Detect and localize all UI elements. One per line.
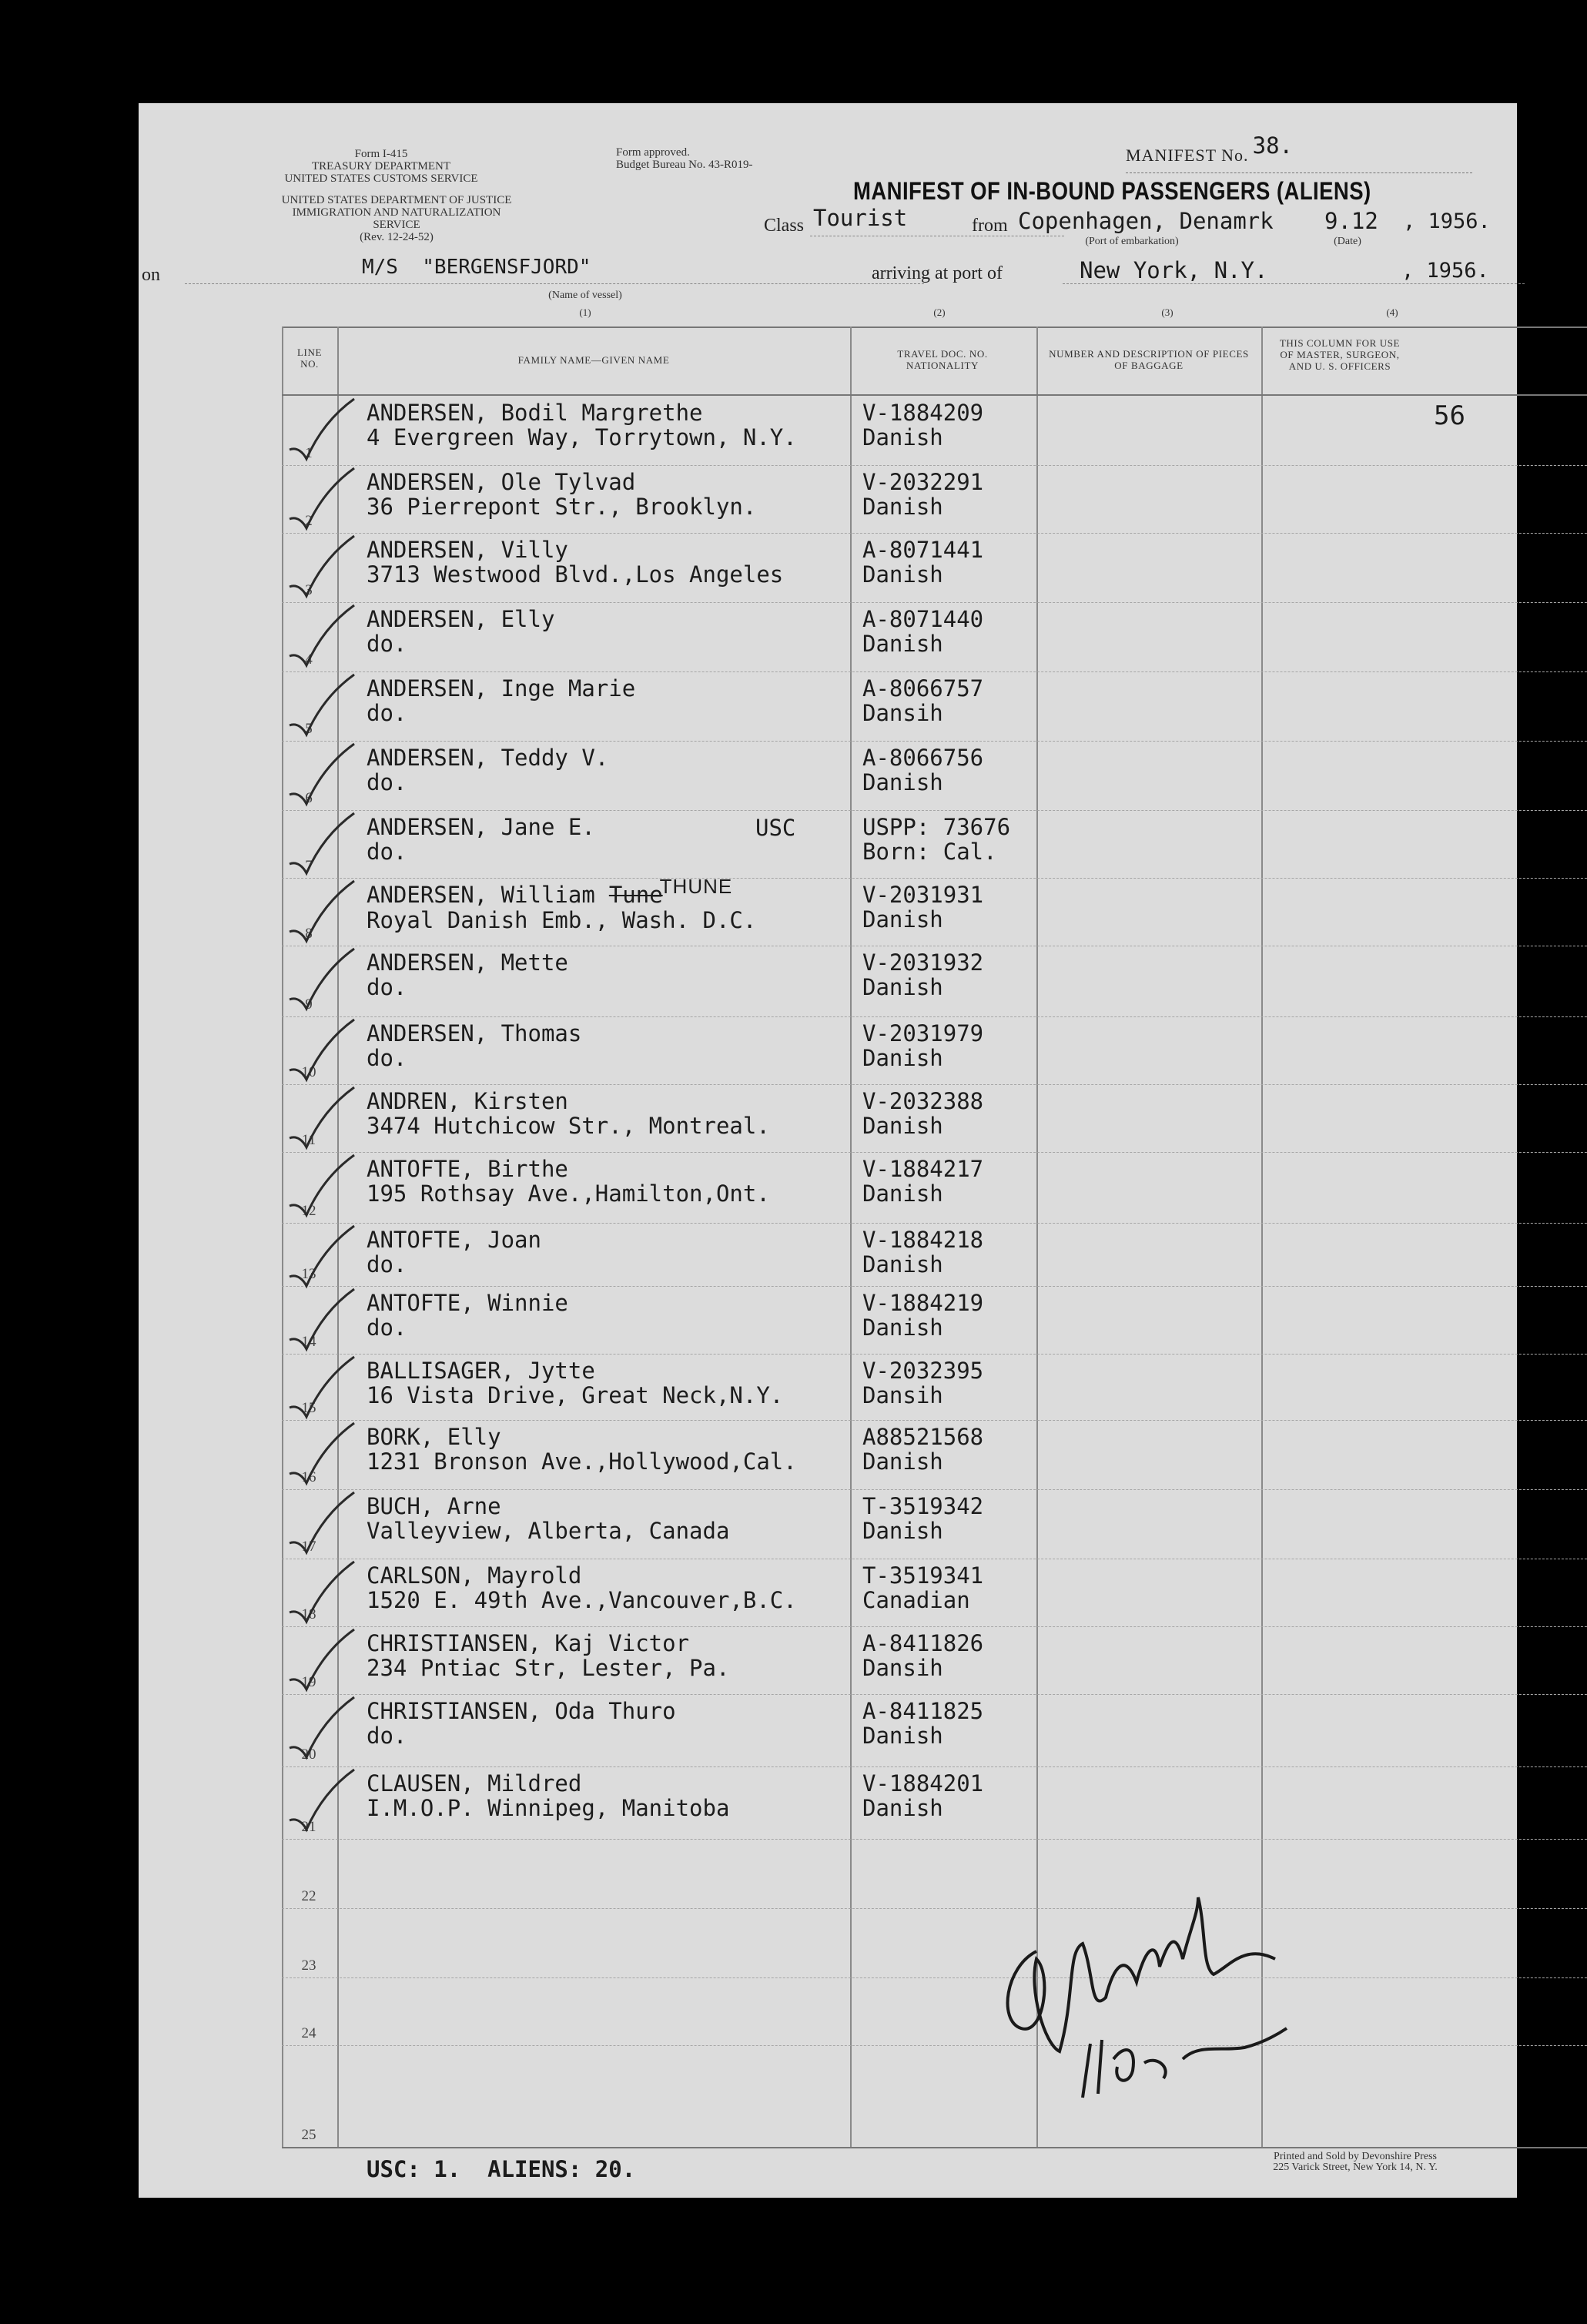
line-number: 7: [305, 858, 313, 874]
family-given-name: ANDERSEN, Jane E.: [367, 814, 595, 840]
travel-doc-number: V-2032388: [862, 1088, 984, 1114]
passenger-address: Valleyview, Alberta, Canada: [367, 1518, 730, 1544]
travel-doc-number: A-8071441: [862, 537, 984, 563]
table-row: [282, 946, 1587, 1017]
table-row: [282, 1626, 1587, 1695]
travel-doc-number: V-2032291: [862, 469, 984, 495]
table-row: [282, 1286, 1587, 1355]
line-number: 15: [301, 1400, 316, 1416]
passenger-name: [367, 1771, 729, 1796]
check-mark-icon: [286, 1766, 360, 1836]
travel-doc-cell: [862, 607, 983, 656]
travel-doc-cell: [862, 537, 983, 587]
passenger-name-cell: [367, 1631, 729, 1680]
passenger-name: [367, 400, 797, 425]
travel-doc-number: V-1884201: [862, 1770, 984, 1797]
passenger-name: [367, 1494, 729, 1519]
travel-doc-cell: [862, 400, 983, 450]
passenger-name: [367, 1291, 568, 1315]
passenger-name: [367, 537, 783, 562]
line-number: 25: [301, 2127, 316, 2143]
manifest-value: 38.: [1252, 132, 1293, 159]
family-given-name: ANDERSEN, William: [367, 882, 595, 908]
passenger-address: 3713 Westwood Blvd.,Los Angeles: [367, 561, 784, 588]
justice-block: [277, 194, 516, 243]
family-given-name: BUCH, Arne: [367, 1493, 501, 1519]
passenger-address: Royal Danish Emb., Wash. D.C.: [367, 907, 757, 933]
table-row: [282, 875, 1587, 946]
passenger-address: do.: [367, 974, 407, 1000]
passenger-name: [367, 815, 595, 839]
line-number: 9: [305, 996, 313, 1013]
travel-doc-cell: [862, 1425, 983, 1474]
arrival-port: New York, N.Y.: [1080, 257, 1268, 283]
passenger-address: do.: [367, 700, 407, 726]
travel-doc-number: V-1884218: [862, 1227, 984, 1253]
table-row: [282, 396, 1587, 466]
form-approved: Form approved.: [616, 146, 690, 159]
travel-doc-number: A-8411825: [862, 1698, 984, 1724]
passenger-name: [367, 950, 568, 975]
nationality: Born: Cal.: [862, 839, 997, 865]
arrival-underline: [1063, 283, 1525, 284]
table-row: [282, 1977, 1587, 2046]
table-row: [282, 810, 1587, 879]
travel-doc-cell: [862, 1699, 983, 1748]
travel-doc-number: V-2031931: [862, 882, 984, 908]
line-number: 2: [305, 513, 313, 529]
travel-doc-cell: [862, 882, 983, 932]
travel-doc-number: A-8066757: [862, 675, 984, 702]
vessel-underline: [185, 283, 924, 284]
line-number: 19: [301, 1674, 316, 1690]
class-value: Tourist: [813, 205, 908, 231]
nationality: Danish: [862, 1448, 943, 1475]
passenger-table: [282, 326, 1587, 2147]
travel-doc-cell: [862, 1631, 983, 1680]
customs-service: UNITED STATES CUSTOMS SERVICE: [284, 172, 478, 185]
header-baggage: NUMBER AND DESCRIPTION OF PIECES OF BAGGAGE: [1049, 348, 1249, 371]
line-number: 13: [301, 1266, 316, 1282]
line-number: 17: [301, 1539, 316, 1555]
header-line-no: LINE NO.: [297, 347, 322, 370]
passenger-name: [367, 1358, 783, 1383]
family-given-name: ANDERSEN, Mette: [367, 949, 568, 976]
page-title: MANIFEST OF IN-BOUND PASSENGERS (ALIENS): [853, 177, 1371, 205]
on-label: on: [142, 265, 160, 285]
passenger-address: do.: [367, 1251, 407, 1278]
travel-doc-number: USPP: 73676: [862, 814, 1011, 840]
check-mark-icon: [286, 1559, 360, 1628]
family-given-name: ANTOFTE, Winnie: [367, 1290, 568, 1316]
table-row: [282, 533, 1587, 603]
passenger-name-cell: [367, 1089, 770, 1138]
travel-doc-cell: [862, 1563, 983, 1612]
nationality: Danish: [862, 974, 943, 1000]
family-given-name: ANTOFTE, Birthe: [367, 1156, 568, 1182]
port-embarkation-caption: (Port of embarkation): [1085, 236, 1179, 247]
family-given-name: ANDERSEN, Teddy V.: [367, 745, 609, 771]
check-mark-icon: [286, 1084, 360, 1154]
passenger-name: [367, 1157, 770, 1181]
check-mark-icon: [286, 602, 360, 671]
nationality: Danish: [862, 1723, 943, 1749]
passenger-name-cell: [367, 1563, 797, 1612]
nationality: Danish: [862, 1045, 943, 1071]
from-value: Copenhagen, Denamrk: [1018, 208, 1274, 234]
passenger-name-cell: [367, 1157, 770, 1206]
passenger-name-cell: [367, 676, 635, 725]
family-given-name: ANDERSEN, Ole Tylvad: [367, 469, 636, 495]
form-revision: (Rev. 12-24-52): [360, 231, 434, 243]
handwritten-correction: THUNE: [659, 875, 733, 898]
family-given-name: CHRISTIANSEN, Kaj Victor: [367, 1630, 690, 1656]
passenger-address: 16 Vista Drive, Great Neck,N.Y.: [367, 1382, 784, 1408]
travel-doc-cell: [862, 1291, 983, 1340]
table-row: [282, 1016, 1587, 1085]
justice-department: UNITED STATES DEPARTMENT OF JUSTICE: [281, 194, 512, 206]
passenger-name: [367, 470, 756, 494]
citizenship-marker: USC: [755, 815, 796, 841]
check-mark-icon: [286, 465, 360, 534]
passenger-name-cell: [367, 537, 783, 587]
table-row: [282, 671, 1587, 742]
form-issuer-block: [270, 148, 493, 185]
passenger-name-cell: [367, 607, 554, 656]
travel-doc-number: T-3519341: [862, 1562, 984, 1589]
check-mark-icon: [286, 741, 360, 810]
table-row: [282, 2045, 1587, 2148]
travel-doc-cell: [862, 1227, 983, 1277]
passenger-name-cell: [367, 1291, 568, 1340]
check-mark-icon: [286, 1016, 360, 1086]
family-given-name: ANDERSEN, Villy: [367, 537, 568, 563]
nationality: Dansih: [862, 1655, 943, 1681]
travel-doc-cell: [862, 1089, 983, 1138]
passenger-name: [367, 1563, 797, 1588]
vessel-caption: (Name of vessel): [548, 290, 622, 301]
table-row: [282, 1354, 1587, 1421]
check-mark-icon: [286, 1152, 360, 1221]
travel-doc-number: A88521568: [862, 1424, 984, 1450]
travel-doc-number: V-2031932: [862, 949, 984, 976]
passenger-name-cell: [367, 1494, 729, 1543]
table-row: [282, 602, 1587, 672]
passenger-name-cell: [367, 1699, 676, 1748]
budget-bureau: Budget Bureau No. 43-R019-: [616, 159, 753, 171]
check-mark-icon: [286, 1489, 360, 1559]
travel-doc-cell: [862, 745, 983, 795]
table-row: [282, 1420, 1587, 1490]
check-mark-icon: [286, 810, 360, 879]
passenger-name: [367, 1089, 770, 1113]
passenger-address: 1231 Bronson Ave.,Hollywood,Cal.: [367, 1448, 797, 1475]
family-given-name: ANDERSEN, Elly: [367, 606, 555, 632]
passenger-name: [367, 607, 554, 631]
form-number: Form I-415: [354, 148, 408, 160]
passenger-address: 36 Pierrepont Str., Brooklyn.: [367, 494, 757, 520]
check-mark-icon: [286, 1286, 360, 1355]
line-number: 11: [301, 1132, 316, 1148]
nationality: Danish: [862, 1314, 943, 1341]
travel-doc-number: A-8411826: [862, 1630, 984, 1656]
line-number: 24: [301, 2025, 316, 2041]
passenger-address: 4 Evergreen Way, Torrytown, N.Y.: [367, 424, 797, 450]
travel-doc-number: A-8071440: [862, 606, 984, 632]
passenger-name-cell: [367, 1227, 541, 1277]
travel-doc-cell: [862, 1494, 983, 1543]
passenger-name-cell: [367, 1425, 797, 1474]
family-given-name: ANDERSEN, Thomas: [367, 1020, 582, 1046]
travel-doc-cell: [862, 676, 983, 725]
passenger-name-cell: [367, 470, 756, 519]
travel-doc-cell: [862, 1157, 983, 1206]
manifest-sheet: [139, 103, 1517, 2198]
approval-block: [616, 146, 793, 171]
header-travel-doc: TRAVEL DOC. NO. NATIONALITY: [897, 348, 988, 371]
line-number: 12: [301, 1203, 316, 1219]
travel-doc-number: V-1884219: [862, 1290, 984, 1316]
totals-summary: USC: 1. ALIENS: 20.: [367, 2156, 636, 2182]
table-header: [282, 326, 1587, 396]
manifest-label: MANIFEST No.: [1126, 146, 1249, 165]
manifest-number: [1126, 132, 1472, 173]
table-row: [282, 1489, 1587, 1559]
inspector-signature: [990, 1882, 1314, 2113]
check-mark-icon: [286, 671, 360, 741]
travel-doc-number: V-2031979: [862, 1020, 984, 1046]
passenger-name-cell: [367, 875, 757, 933]
family-given-name: ANDREN, Kirsten: [367, 1088, 568, 1114]
table-row: [282, 1559, 1587, 1627]
signature-note: 11 OS am: [995, 1882, 999, 1883]
passenger-address: do.: [367, 631, 407, 657]
col-number-1: (1): [579, 306, 591, 318]
passenger-address: I.M.O.P. Winnipeg, Manitoba: [367, 1795, 730, 1821]
nationality: Danish: [862, 769, 943, 795]
passenger-address: 1520 E. 49th Ave.,Vancouver,B.C.: [367, 1587, 797, 1613]
line-number: 23: [301, 1957, 316, 1974]
nationality: Dansih: [862, 700, 943, 726]
passenger-name: [367, 1425, 797, 1449]
passenger-name: [367, 745, 608, 770]
passenger-address: 195 Rothsay Ave.,Hamilton,Ont.: [367, 1180, 770, 1207]
table-row: [282, 1084, 1587, 1153]
check-mark-icon: [286, 1694, 360, 1763]
arriving-label: arriving at port of: [872, 263, 1003, 283]
family-given-name: ANDERSEN, Inge Marie: [367, 675, 636, 702]
table-row: [282, 1908, 1587, 1978]
sailing-date: 9.12: [1324, 208, 1378, 234]
passenger-name: [367, 875, 756, 908]
passenger-name: [367, 676, 635, 701]
col-number-3: (3): [1161, 306, 1174, 318]
passenger-address: do.: [367, 1723, 407, 1749]
ins-service: IMMIGRATION AND NATURALIZATION SERVICE: [292, 206, 501, 231]
sailing-year: , 1956.: [1403, 209, 1491, 233]
passenger-name-cell: [367, 1021, 581, 1070]
line-number: 4: [305, 651, 313, 668]
line-number: 14: [301, 1334, 316, 1350]
passenger-address: do.: [367, 1045, 407, 1071]
travel-doc-number: V-2032395: [862, 1358, 984, 1384]
passenger-name: [367, 1227, 541, 1252]
passenger-address: do.: [367, 1314, 407, 1341]
passenger-name: [367, 1021, 581, 1046]
line-number: 16: [301, 1469, 316, 1485]
passenger-name-cell: [367, 1358, 783, 1408]
family-given-name: ANTOFTE, Joan: [367, 1227, 541, 1253]
travel-doc-cell: [862, 950, 983, 1000]
nationality: Danish: [862, 1251, 943, 1278]
family-given-name: CARLSON, Mayrold: [367, 1562, 582, 1589]
passenger-name-cell: [367, 950, 568, 1000]
arrival-year: , 1956.: [1401, 259, 1489, 283]
passenger-name: [367, 1699, 676, 1723]
from-label: from: [972, 216, 1008, 236]
check-mark-icon: [286, 1626, 360, 1696]
family-given-name: ANDERSEN, Bodil Margrethe: [367, 400, 703, 426]
vessel-name: M/S "BERGENSFJORD": [362, 256, 591, 279]
passenger-name-cell: [367, 745, 608, 795]
col-number-4: (4): [1386, 306, 1398, 318]
passenger-name: [367, 1631, 729, 1656]
header-officers: THIS COLUMN FOR USE OF MASTER, SURGEON, AND U. S. OFFICERS: [1279, 337, 1401, 372]
travel-doc-cell: [862, 470, 983, 519]
passenger-name-cell: [367, 1771, 729, 1820]
printer-line-2: 225 Varick Street, New York 14, N. Y.: [1273, 2162, 1438, 2173]
page-mark: 56: [1434, 400, 1465, 431]
svg-text:A. Schaling 11 OS am: [990, 1882, 999, 1883]
nationality: Canadian: [862, 1587, 970, 1613]
table-row: [282, 1223, 1587, 1287]
col-number-2: (2): [933, 306, 946, 318]
table-row: [282, 465, 1587, 534]
travel-doc-cell: [862, 1021, 983, 1070]
passenger-address: do.: [367, 769, 407, 795]
family-given-name: CLAUSEN, Mildred: [367, 1770, 582, 1797]
nationality: Danish: [862, 1795, 943, 1821]
nationality: Danish: [862, 1113, 943, 1139]
travel-doc-cell: [862, 815, 1010, 864]
family-given-name: BALLISAGER, Jytte: [367, 1358, 595, 1384]
passenger-address: 3474 Hutchicow Str., Montreal.: [367, 1113, 770, 1139]
travel-doc-number: V-1884209: [862, 400, 984, 426]
travel-doc-number: V-1884217: [862, 1156, 984, 1182]
nationality: Danish: [862, 561, 943, 588]
line-number: 20: [301, 1746, 316, 1763]
nationality: Danish: [862, 906, 943, 933]
line-number: 18: [301, 1606, 316, 1622]
printer-imprint: [1217, 2152, 1494, 2173]
nationality: Danish: [862, 494, 943, 520]
class-label: Class: [764, 216, 805, 236]
table-row: [282, 1694, 1587, 1767]
nationality: Danish: [862, 1518, 943, 1544]
line-number: 3: [305, 582, 313, 598]
date-caption: (Date): [1334, 236, 1361, 247]
line-number: 22: [301, 1888, 316, 1904]
passenger-address: do.: [367, 839, 407, 865]
table-row: [282, 1766, 1587, 1840]
line-number: 5: [305, 721, 313, 737]
family-given-name: CHRISTIANSEN, Oda Thuro: [367, 1698, 676, 1724]
travel-doc-number: A-8066756: [862, 745, 984, 771]
header-family-name: FAMILY NAME—GIVEN NAME: [517, 354, 670, 366]
table-row: [282, 1839, 1587, 1909]
nationality: Dansih: [862, 1382, 943, 1408]
nationality: Danish: [862, 1180, 943, 1207]
check-mark-icon: [286, 533, 360, 602]
signature-text: A. Schaling: [990, 1882, 995, 1883]
line-number: 8: [305, 926, 313, 942]
travel-doc-number: T-3519342: [862, 1493, 984, 1519]
passenger-address: 234 Pntiac Str, Lester, Pa.: [367, 1655, 730, 1681]
check-mark-icon: [286, 878, 360, 947]
check-mark-icon: [286, 946, 360, 1015]
line-number: 21: [301, 1819, 316, 1835]
printer-line-1: Printed and Sold by Devonshire Press: [1274, 2151, 1437, 2162]
check-mark-icon: [286, 396, 360, 465]
family-given-name: BORK, Elly: [367, 1424, 501, 1450]
passenger-name-cell: [367, 815, 595, 864]
struck-name: Tune: [608, 882, 663, 908]
passenger-name-cell: [367, 400, 797, 450]
check-mark-icon: [286, 1420, 360, 1489]
line-number: 6: [305, 790, 313, 806]
nationality: Danish: [862, 631, 943, 657]
travel-doc-cell: [862, 1771, 983, 1820]
nationality: Danish: [862, 424, 943, 450]
table-row: [282, 741, 1587, 811]
check-mark-icon: [286, 1354, 360, 1423]
table-row: [282, 1152, 1587, 1224]
check-mark-icon: [286, 1223, 360, 1292]
line-number: 1: [305, 445, 313, 461]
line-number: 10: [301, 1064, 316, 1080]
travel-doc-cell: [862, 1358, 983, 1408]
treasury-department: TREASURY DEPARTMENT: [311, 160, 451, 172]
